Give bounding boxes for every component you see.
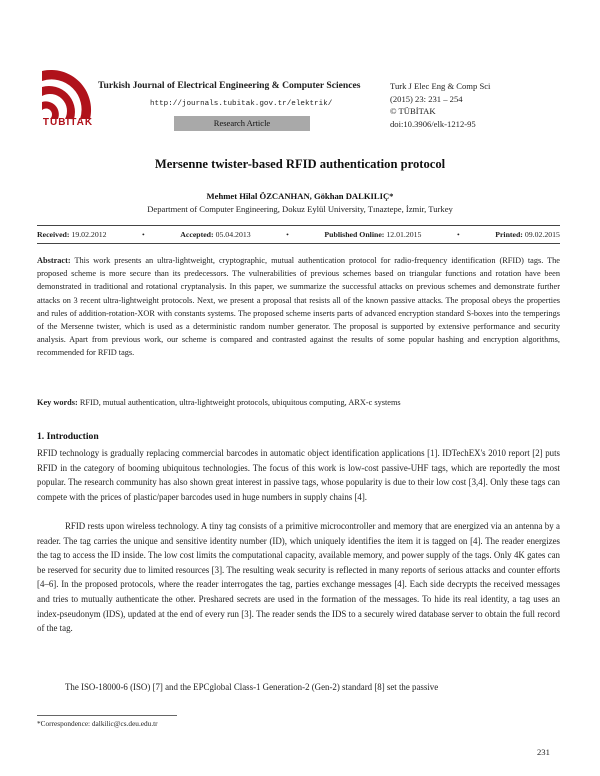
date-published: Published Online: 12.01.2015	[324, 230, 422, 239]
bullet: •	[456, 230, 460, 239]
date-accepted: Accepted: 05.04.2013	[180, 230, 251, 239]
page-number: 231	[537, 747, 550, 757]
meta-line: Turk J Elec Eng & Comp Sci	[390, 81, 491, 91]
logo-wordmark: TÜBİTAK	[42, 117, 94, 128]
journal-url[interactable]: http://journals.tubitak.gov.tr/elektrik/	[150, 100, 333, 108]
abstract-text: This work presents an ultra-lightweight, cryptographic, mutual authentication protocol for radio-frequency identification (RFID) tags. The proposed scheme is more secure than its predecessors. The vulnerabilities of previous schemes based on triangular functions and rotation have been demonstrated in traditional and rotational cryptanalysis. In this paper, we summarize the successful attacks on previous schemes and demonstrate further attacks on 3 recent ultra-lightweight protocols. Next, we present a proposal that resists all of the known passive attacks. The proposal obeys the properties and rules of addition-rotation-XOR with constants systems. The proposed scheme inserts parts of advanced encryption standard S-boxes into the temperings of the Mersenne twister, which is used as a deterministic random number generator. The proposal is supported by extensive performance and security analysis. Apart from previous work, our scheme is compared and contrasted against the results of some popular hashing and encryption algorithms, recommended for RFID tags.	[37, 256, 560, 358]
meta-line: © TÜBİTAK	[390, 106, 436, 117]
keywords-label: Key words:	[37, 398, 78, 407]
date-printed: Printed: 09.02.2015	[495, 230, 560, 239]
bullet: •	[286, 230, 289, 239]
body-paragraph: RFID rests upon wireless technology. A tiny tag consists of a primitive microcontroller and memory that are energized via an antenna by a reader. The tag carries the unique and sensitive identity number (ID), which uniquely identifies the item it is tagged on [4]. The reader energizes the tag to access the ID inside. The low cost limits the computational capacity, available memory, and power supply of the tags. Only 4K gates can be reserved for security due to limited resources [3]. The resulting weak security is reflected in many reports of serious attacks and counter efforts [4–6]. In the proposed protocols, where the reader interrogates the tag, parties exchange messages [4]. Each side decrypts the received messages and tries to mutually authenticate the other. Preshared secrets are used in the formation of the messages. To hide its real identity, a tag uses an index-pseudonym (IDS), updated at the end of every run [3]. The reader sends the IDS to a securely wired database server to obtain the full record of the tag.	[37, 521, 560, 634]
abstract	[37, 254, 560, 360]
journal-name: Turkish Journal of Electrical Engineering & Computer Sciences	[98, 80, 361, 91]
divider	[37, 225, 560, 226]
keywords	[37, 398, 560, 407]
body-paragraph: The ISO-18000-6 (ISO) [7] and the EPCglobal Class-1 Generation-2 (Gen-2) standard [8] set the passive	[65, 682, 439, 692]
dates-bar	[37, 230, 560, 239]
authors: Mehmet Hilal ÖZCANHAN, Gökhan DALKILIÇ*	[206, 191, 394, 201]
keywords-text: RFID, mutual authentication, ultra-lightweight protocols, ubiquitous computing, ARX-c systems	[79, 398, 401, 407]
paper-title: Mersenne twister-based RFID authentication protocol	[154, 157, 446, 171]
bullet: •	[142, 230, 145, 239]
article-type-badge: Research Article	[174, 116, 310, 131]
citation-meta	[390, 80, 490, 130]
footnote-rule	[37, 715, 177, 716]
footnote: *Correspondence: dalkilic@cs.deu.edu.tr	[37, 719, 158, 728]
date-received: Received: 19.02.2012	[37, 230, 107, 239]
body-paragraph: RFID technology is gradually replacing commercial barcodes in automatic object identification applications [1]. IDTechEX's 2010 report [2] puts RFID in the category of booming ubiquitous technologies. The focus of this work is low-cost passive-UHF tags, which are reportedly the most popular. The research community has also shown great interest in passive tags, whose popularity is due to their low cost [3,4]. Only these tags can compete with the prices of plastic/paper barcodes used in huge numbers in supply chains [4].	[37, 448, 560, 502]
divider	[37, 243, 560, 244]
affiliation: Department of Computer Engineering, Dokuz Eylül University, Tınaztepe, İzmir, Turkey	[147, 204, 453, 214]
section-heading: 1. Introduction	[37, 431, 99, 442]
meta-line: doi:10.3906/elk-1212-95	[390, 118, 476, 129]
meta-line: (2015) 23: 231 – 254	[390, 93, 463, 104]
abstract-label: Abstract:	[37, 256, 71, 265]
